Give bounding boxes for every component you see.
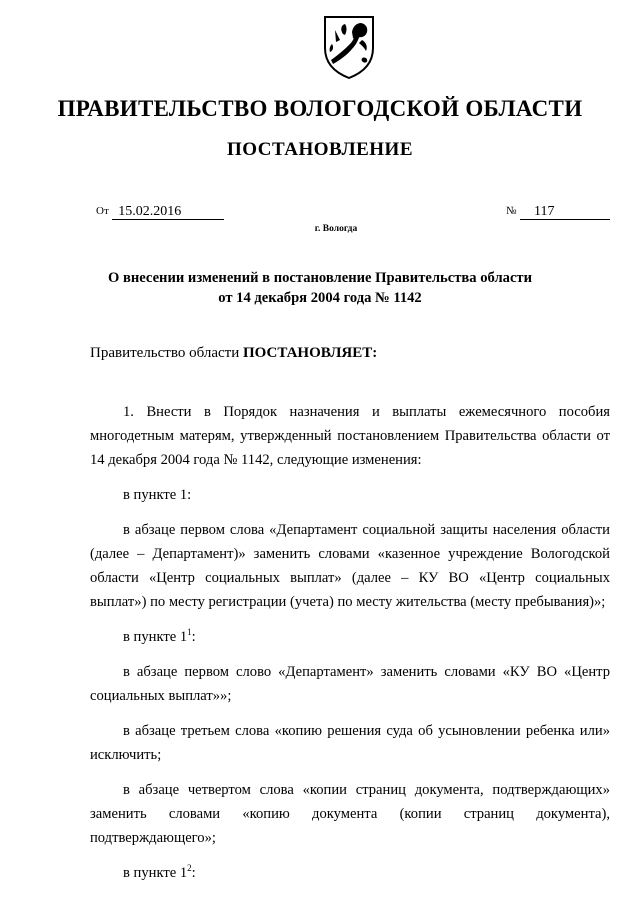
number-field <box>506 204 610 220</box>
preamble <box>90 345 377 362</box>
paragraph-1: 1. Внести в Порядок назначения и выплаты ежемесячного пособия многодетным матерям, утвержденный постановлением Правительства области от 14 декабря 2004 года № 1142, следующие изменения: <box>90 404 610 468</box>
paragraph-4-superscript: 1 <box>187 627 192 637</box>
city-label: г. Вологда <box>314 224 358 234</box>
paragraph-8-superscript: 2 <box>187 863 192 873</box>
paragraph-2: в пункте 1: <box>123 487 192 503</box>
paragraph-3: в абзаце первом слова «Департамент социальной защиты населения области (далее – Департамент)» заменить словами «казенное учреждение Вологодской области «Центр социальных выплат» (далее – КУ ВО «Центр социальных выплат») по месту регистрации (учета) по месту жительства (месту пребывания)»; <box>90 522 610 610</box>
coat-of-arms-icon <box>322 14 376 80</box>
paragraph-4: в пункте $1^1$: <box>123 627 196 645</box>
date-field <box>96 204 224 220</box>
paragraph-8-text: в пункте 1 <box>123 865 188 881</box>
number-value: 117 <box>520 204 610 220</box>
document-type: ПОСТАНОВЛЕНИЕ <box>226 139 414 160</box>
paragraph-6: в абзаце третьем слова «копию решения суда об усыновлении ребенка или» исключить; <box>90 723 610 763</box>
paragraph-4-text: в пункте 1 <box>123 629 188 645</box>
preamble-text: Правительство области <box>90 345 243 361</box>
paragraph-8: в пункте $1^2$: <box>123 863 196 881</box>
subject-line-1: О внесении изменений в постановление Правительства области <box>107 270 533 286</box>
number-prefix: № <box>506 205 517 217</box>
subject-line-2: от 14 декабря 2004 года № 1142 <box>218 290 422 306</box>
date-value: 15.02.2016 <box>112 204 224 220</box>
organization-title: ПРАВИТЕЛЬСТВО ВОЛОГОДСКОЙ ОБЛАСТИ <box>57 96 583 121</box>
paragraph-5: в абзаце первом слово «Департамент» заменить словами «КУ ВО «Центр социальных выплат»»; <box>90 664 610 704</box>
preamble-emphasis: ПОСТАНОВЛЯЕТ: <box>242 345 378 361</box>
date-prefix: От <box>96 205 109 217</box>
paragraph-7: в абзаце четвертом слова «копии страниц документа, подтверждающих» заменить словами «копию документа (копии страниц документа), подтверждающего»; <box>90 782 610 846</box>
document-body <box>90 400 610 896</box>
document-subject <box>60 268 580 308</box>
